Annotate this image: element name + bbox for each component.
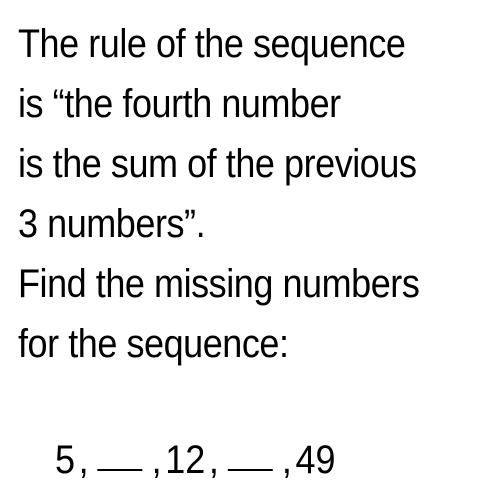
sequence-comma-3: , <box>208 438 219 482</box>
sequence-comma-4: , <box>281 438 292 482</box>
problem-line-3: is the sum of the previous <box>18 142 417 186</box>
sequence-term-1: 5 <box>55 438 76 482</box>
sequence-comma-2: , <box>151 438 162 482</box>
sequence-comma-1: , <box>78 438 89 482</box>
problem-line-6: for the sequence: <box>18 322 289 366</box>
problem-statement <box>18 14 484 374</box>
sequence-blank-1 <box>98 469 143 471</box>
sequence-blank-2 <box>228 469 273 471</box>
sequence-term-5: 49 <box>295 438 336 482</box>
problem-line-2: is “the fourth number <box>18 82 341 126</box>
number-sequence <box>55 432 336 488</box>
problem-line-1: The rule of the sequence <box>18 22 406 66</box>
sequence-term-3: 12 <box>165 438 206 482</box>
problem-line-4: 3 numbers”. <box>18 202 206 246</box>
problem-line-5: Find the missing numbers <box>18 262 420 306</box>
